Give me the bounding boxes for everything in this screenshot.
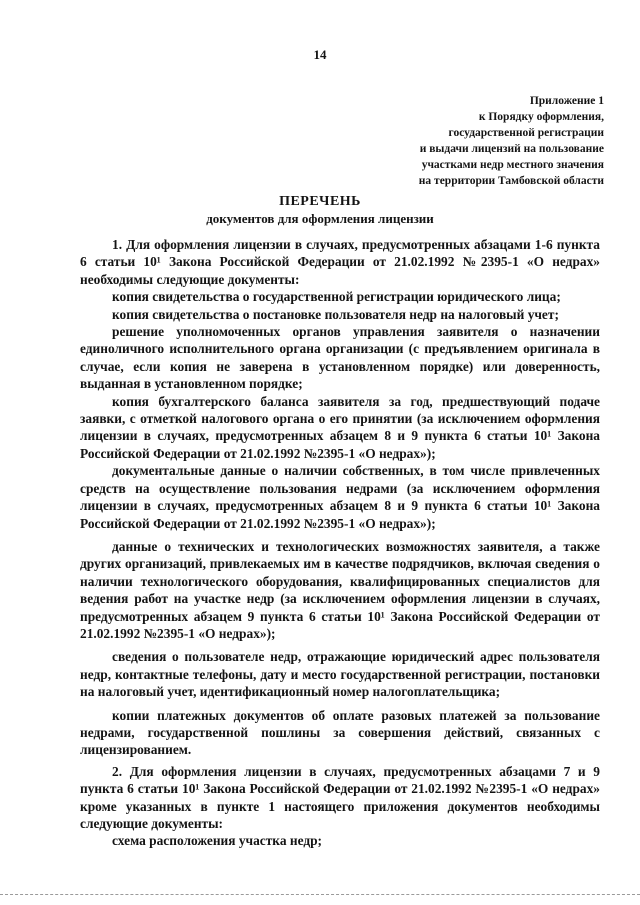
appendix-line: участками недр местного значения	[421, 159, 604, 171]
page-number: 14	[313, 47, 327, 62]
list-item: копия свидетельства о государственной регистрации юридического лица;	[112, 289, 561, 305]
document-heading	[0, 193, 640, 227]
document-title: ПЕРЕЧЕНЬ	[279, 194, 361, 209]
appendix-line: к Порядку оформления,	[478, 111, 604, 123]
paragraph-item-1: 1. Для оформления лицензии в случаях, предусмотренных абзацами 1-6 пункта 6 статьи 10¹ Закона Российской Федерации от 21.02.1992 №2395-1 «О недрах» необходимы следующие документы:	[80, 237, 600, 287]
appendix-note	[354, 93, 604, 189]
document-body	[80, 236, 600, 850]
list-item: копия свидетельства о постановке пользователя недр на налоговый учет;	[112, 306, 559, 322]
list-item: копия бухгалтерского баланса заявителя за год, предшествующий подаче заявки, с отметкой налогового органа о его принятии (за исключением оформления лицензии в случаях, предусмотренных абзацем 8 и 9 пункта 6 статьи 10¹ Закона Российской Федерации от 21.02.1992 №2395-1 «О недрах»);	[80, 393, 600, 461]
document-subtitle: документов для оформления лицензии	[206, 211, 434, 226]
scan-artifact-line	[0, 894, 640, 896]
list-item: копии платежных документов об оплате разовых платежей за пользование недрами, государственной пошлины за совершения действий, связанных с лицензированием.	[80, 707, 600, 758]
list-item: решение уполномоченных органов управления заявителя о назначении единоличного исполнительного органа организации (с предъявлением оригинала в случае, если копия не заверена в установленном порядке) или доверенность, выданная в установленном порядке;	[80, 324, 600, 392]
list-item: схема расположения участка недр;	[112, 833, 323, 849]
appendix-line: государственной регистрации	[448, 127, 604, 139]
paragraph-item-2: 2. Для оформления лицензии в случаях, предусмотренных абзацами 7 и 9 пункта 6 статьи 10¹ Закона Российской Федерации от 21.02.1992 №2395-1 «О недрах» кроме указанных в пункте 1 настоящего приложения документов необходимы следующие документы:	[80, 763, 600, 831]
list-item: данные о технических и технологических возможностях заявителя, а также других организаций, привлекаемых им в качестве подрядчиков, включая сведения о наличии технологического оборудования, квалифицированных специалистов для ведения работ на участке недр (за исключением оформления лицензии в случаях, предусмотренных абзацем 9 пункта 6 статьи 10¹ Закона Российской Федерации от 21.02.1992 №2395-1 «О недрах»);	[80, 538, 600, 641]
list-item: сведения о пользователе недр, отражающие юридический адрес пользователя недр, контактные телефоны, дату и место государственной регистрации, постановки на налоговый учет, идентификационный номер налогоплательщика;	[80, 649, 600, 700]
appendix-line: и выдачи лицензий на пользование	[419, 143, 604, 155]
appendix-line: Приложение 1	[529, 95, 604, 107]
list-item: документальные данные о наличии собственных, в том числе привлеченных средств на осуществление пользования недрами (за исключением оформления лицензии в случаях, предусмотренных абзацем 8 и 9 пункта 6 статьи 10¹ Закона Российской Федерации от 21.02.1992 №2395-1 «О недрах»);	[80, 463, 600, 531]
appendix-line: на территории Тамбовской области	[418, 175, 604, 187]
